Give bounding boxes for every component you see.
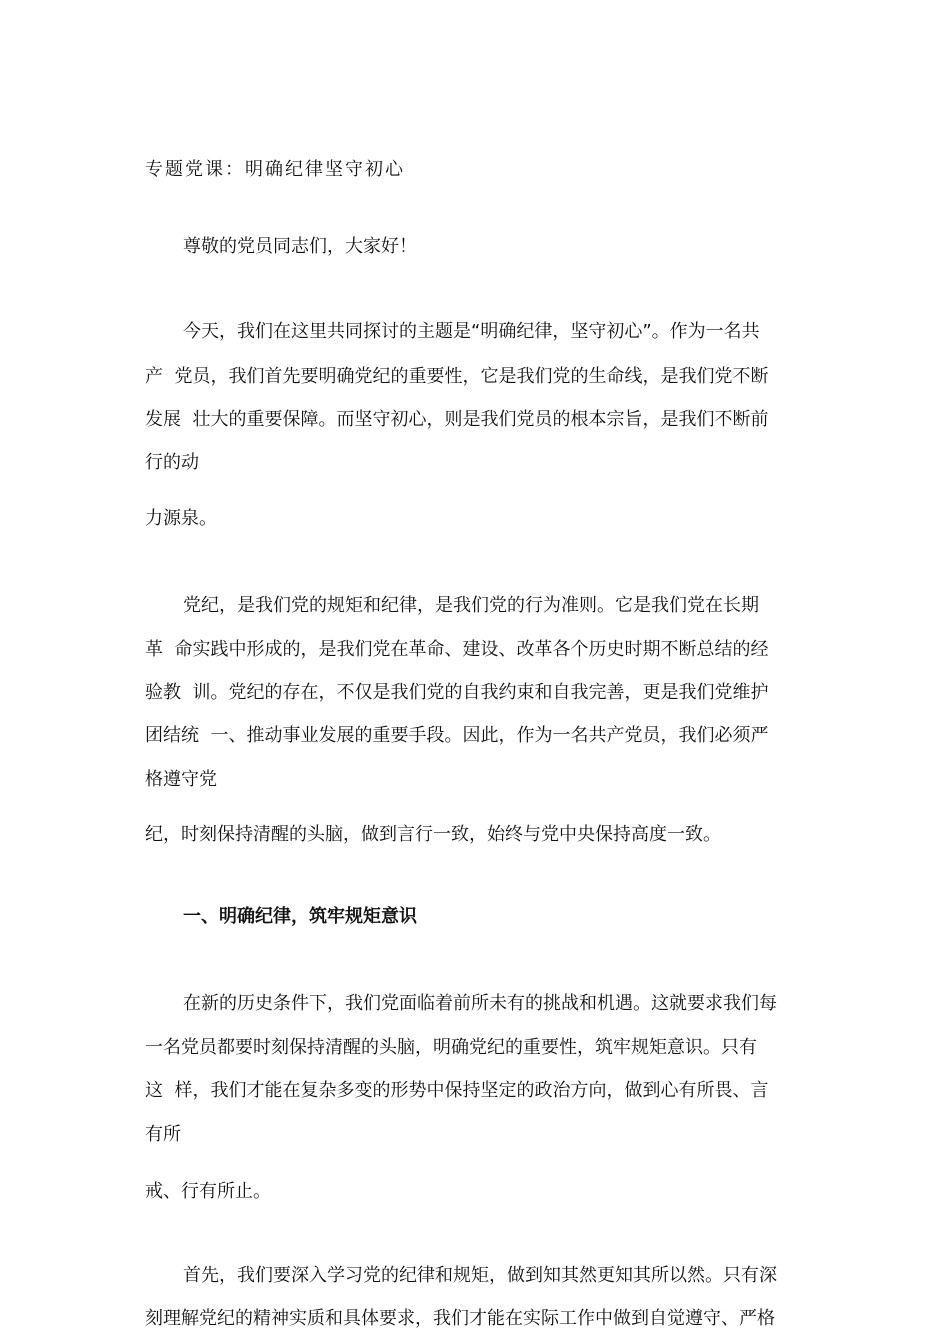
para4-line-2: 刻理解党纪的精神实质和具体要求，我们才能在实际工作中做到自觉遵守、严格 [145, 1308, 775, 1329]
section-heading: 一、明确纪律，筑牢规矩意识 [183, 906, 417, 927]
para3-line-2: 一名党员都要时刻保持清醒的头脑，明确党纪的重要性，筑牢规矩意识。只有 [145, 1037, 757, 1058]
para2-line-1: 党纪，是我们党的规矩和纪律，是我们党的行为准则。它是我们党在长期 [183, 595, 759, 616]
para1-line-3: 发展 壮大的重要保障。而坚守初心，则是我们党员的根本宗旨，是我们不断前 [145, 409, 769, 430]
para3-line-4: 有所 [145, 1124, 181, 1145]
para2-line-6: 纪，时刻保持清醒的头脑，做到言行一致，始终与党中央保持高度一致。 [145, 824, 721, 845]
para2-line-4: 团结统 一、推动事业发展的重要手段。因此，作为一名共产党员，我们必须严 [145, 725, 769, 746]
para2-line-5: 格遵守党 [145, 769, 217, 790]
para3-line-5: 戒、行有所止。 [145, 1181, 271, 1202]
para4-line-1: 首先，我们要深入学习党的纪律和规矩，做到知其然更知其所以然。只有深 [183, 1265, 777, 1286]
para2-line-3: 验教 训。党纪的存在，不仅是我们党的自我约束和自我完善，更是我们党维护 [145, 682, 769, 703]
greeting: 尊敬的党员同志们，大家好！ [183, 236, 417, 257]
para2-line-2: 革 命实践中形成的，是我们党在革命、建设、改革各个历史时期不断总结的经 [145, 639, 769, 660]
para3-line-1: 在新的历史条件下，我们党面临着前所未有的挑战和机遇。这就要求我们每 [183, 993, 777, 1014]
para1-line-5: 力源泉。 [145, 508, 217, 529]
para1-line-1: 今天，我们在这里共同探讨的主题是“明确纪律，坚守初心”。作为一名共 [183, 321, 760, 342]
para1-line-2: 产 党员，我们首先要明确党纪的重要性，它是我们党的生命线，是我们党不断 [145, 366, 769, 387]
para3-line-3: 这 样，我们才能在复杂多变的形势中保持坚定的政治方向，做到心有所畏、言 [145, 1080, 769, 1101]
para1-line-4: 行的动 [145, 452, 199, 473]
document-title: 专题党课：明确纪律坚守初心 [145, 159, 405, 180]
